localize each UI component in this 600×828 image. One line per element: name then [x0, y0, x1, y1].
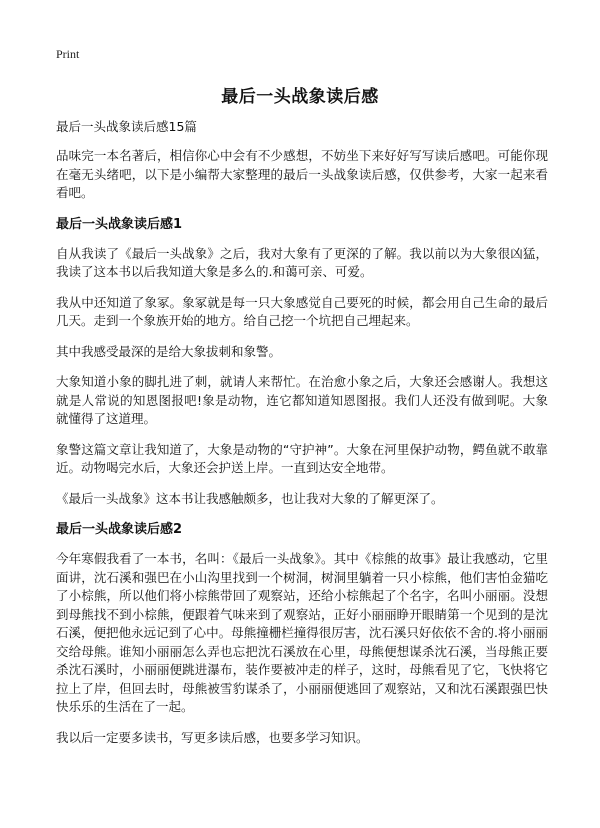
paragraph: 象警这篇文章让我知道了，大象是动物的“守护神”。大象在河里保护动物，鳄鱼就不敢靠近。动物喝完水后，大象还会护送上岸。一直到达安全地带。	[56, 441, 548, 475]
section-heading: 最后一头战象读后感2	[56, 522, 183, 537]
paragraph: 今年寒假我看了一本书，名叫：《最后一头战象》。其中《棕熊的故事》最让我感动，它里面讲，沈石溪和强巴在小山沟里找到一个树洞，树洞里躺着一只小棕熊，他们害怕金猫吃了小棕熊，所以他们将小棕熊带回了观察站，还给小棕熊起了个名字，名叫小丽丽。没想到母熊找不到小棕熊，便跟着气味来到了观察站，正好小丽丽睁开眼睛第一个见到的是沈石溪，便把他永远记到了心中。母熊撞栅栏撞得很厉害，沈石溪只好依依不舍的.将小丽丽交给母熊。谁知小丽丽怎么弄也忘把沈石溪放在心里，母熊便想谋杀沈石溪，当母熊正要杀沈石溪时，小丽丽便跳进瀑布，装作要被冲走的样子，这时，母熊看见了它，飞快将它拉上了岸，但回去时，母熊被雪豹谋杀了，小丽丽便逃回了观察站，又和沈石溪跟强巴快快乐乐的生活在了一起。	[56, 551, 548, 714]
paragraph: 自从我读了《最后一头战象》之后，我对大象有了更深的了解。我以前以为大象很凶猛，我读了这本书以后我知道大象是多么的.和蔼可亲、可爱。	[56, 245, 548, 279]
paragraph: 其中我感受最深的是给大象拔刺和象警。	[56, 343, 282, 359]
section-heading: 最后一头战象读后感1	[56, 216, 183, 232]
paragraph: 《最后一头战象》这本书让我感触颇多，也让我对大象的了解更深了。	[56, 490, 444, 506]
paragraph: 我从中还知道了象冢。象冢就是每一只大象感觉自己要死的时候，都会用自己生命的最后几天。走到一个象族开始的地方。给自己挖一个坑把自己埋起来。	[56, 294, 548, 328]
paragraph: 我以后一定要多读书，写更多读后感，也要多学习知识。	[56, 729, 369, 745]
paragraph: 大象知道小象的脚扎进了刺，就请人来帮忙。在治愈小象之后，大象还会感谢人。我想这就是人常说的知恩图报吧!象是动物，连它都知道知恩图报。我们人还没有做到呢。大象就懂得了这道理。	[56, 374, 548, 426]
article-body	[56, 117, 548, 759]
article-subtitle: 最后一头战象读后感15篇	[56, 119, 197, 134]
page-title: 最后一头战象读后感	[221, 87, 379, 107]
intro-paragraph: 品味完一本名著后，相信你心中会有不少感想，不妨坐下来好好写写读后感吧。可能你现在毫无头绪吧，以下是小编帮大家整理的最后一头战象读后感，仅供参考，大家一起来看看吧。	[56, 148, 548, 200]
print-link[interactable]: Print	[56, 47, 80, 61]
